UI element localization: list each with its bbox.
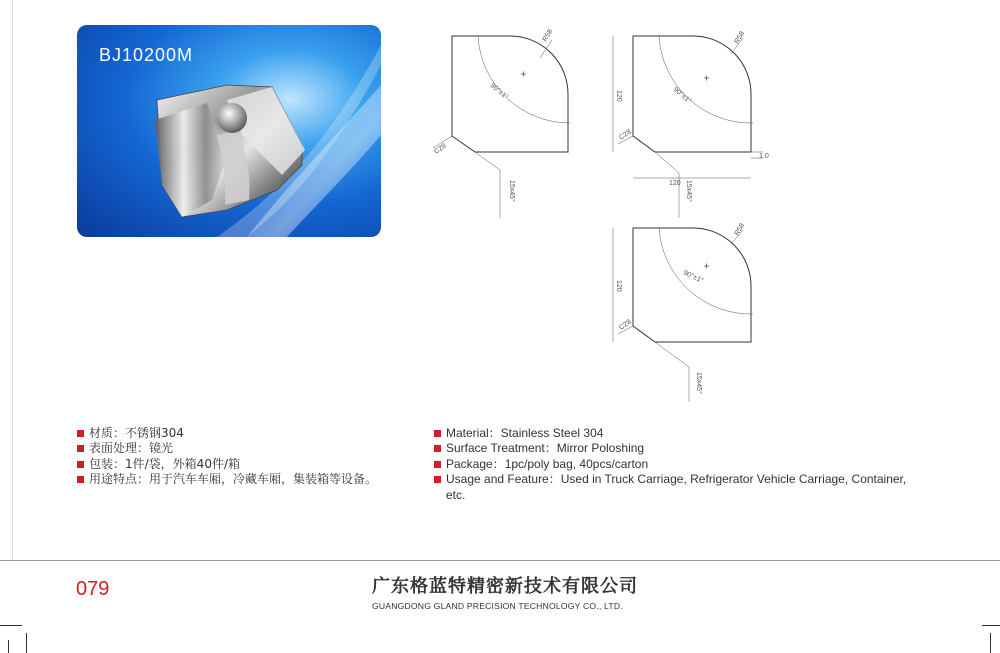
spec-en-surface: Surface Treatment：Mirror Poloshing <box>434 441 926 456</box>
spec-cn-package: 包装：1件/袋，外箱40件/箱 <box>77 457 377 472</box>
drawing-2-radius-label: R58 <box>733 30 747 45</box>
drawing-2-bevel-label: 15x45° <box>685 180 692 202</box>
drawing-3-chamfer-label: C28 <box>618 318 633 332</box>
crop-mark-right-vertical <box>990 633 991 653</box>
drawing-2-angle-label: 90°±1° <box>671 86 693 106</box>
drawing-1-bevel-label: 15x45° <box>508 180 515 202</box>
spec-cn-surface: 表面处理：镜光 <box>77 441 377 456</box>
spec-en-material: Material：Stainless Steel 304 <box>434 426 926 441</box>
footer-divider <box>0 560 1000 561</box>
drawing-2-height-label: 120 <box>615 90 622 102</box>
spec-en-package: Package：1pc/poly bag, 40pcs/carton <box>434 457 926 472</box>
crop-mark-right-horizontal <box>982 625 1000 626</box>
drawing-3-height-label: 120 <box>615 280 622 292</box>
crop-mark-left-top <box>8 640 9 653</box>
spec-cn-material: 材质：不锈钢304 <box>77 426 377 441</box>
company-name-english: GUANGDONG GLAND PRECISION TECHNOLOGY CO., LTD. <box>372 601 623 611</box>
product-photo-card <box>77 25 381 237</box>
drawing-top-view <box>430 28 580 228</box>
drawing-3-angle-label: 90°±1° <box>682 269 705 285</box>
drawing-3-bevel-label: 15x45° <box>695 372 702 394</box>
page-left-rule <box>12 0 13 560</box>
crop-mark-left-vertical <box>26 633 27 653</box>
drawing-1-radius-label: R58 <box>541 28 555 43</box>
spec-list-english <box>434 426 926 503</box>
crop-mark-left-horizontal <box>0 625 22 626</box>
drawing-side-view <box>603 222 763 407</box>
drawing-1-angle-label: 90°±1° <box>488 82 510 102</box>
company-name-chinese: 广东格蓝特精密新技术有限公司 <box>372 576 638 597</box>
page-number: 079 <box>76 578 110 600</box>
spec-list-chinese <box>77 426 377 488</box>
spec-cn-usage: 用途特点：用于汽车车厢，冷藏车厢，集装箱等设备。 <box>77 472 377 487</box>
product-model-code: BJ10200M <box>99 45 194 65</box>
drawing-2-thickness-label: 1.0 <box>759 153 769 160</box>
spec-en-usage: Usage and Feature：Used in Truck Carriage, Refrigerator Vehicle Carriage, Container, etc. <box>434 472 926 503</box>
drawing-3-radius-label: R58 <box>733 222 747 237</box>
drawing-2-chamfer-label: C28 <box>618 128 633 142</box>
drawing-1-chamfer-label: C28 <box>433 142 448 156</box>
drawing-2-width-label: 120 <box>669 180 681 187</box>
drawing-dimensioned-view <box>603 28 783 228</box>
